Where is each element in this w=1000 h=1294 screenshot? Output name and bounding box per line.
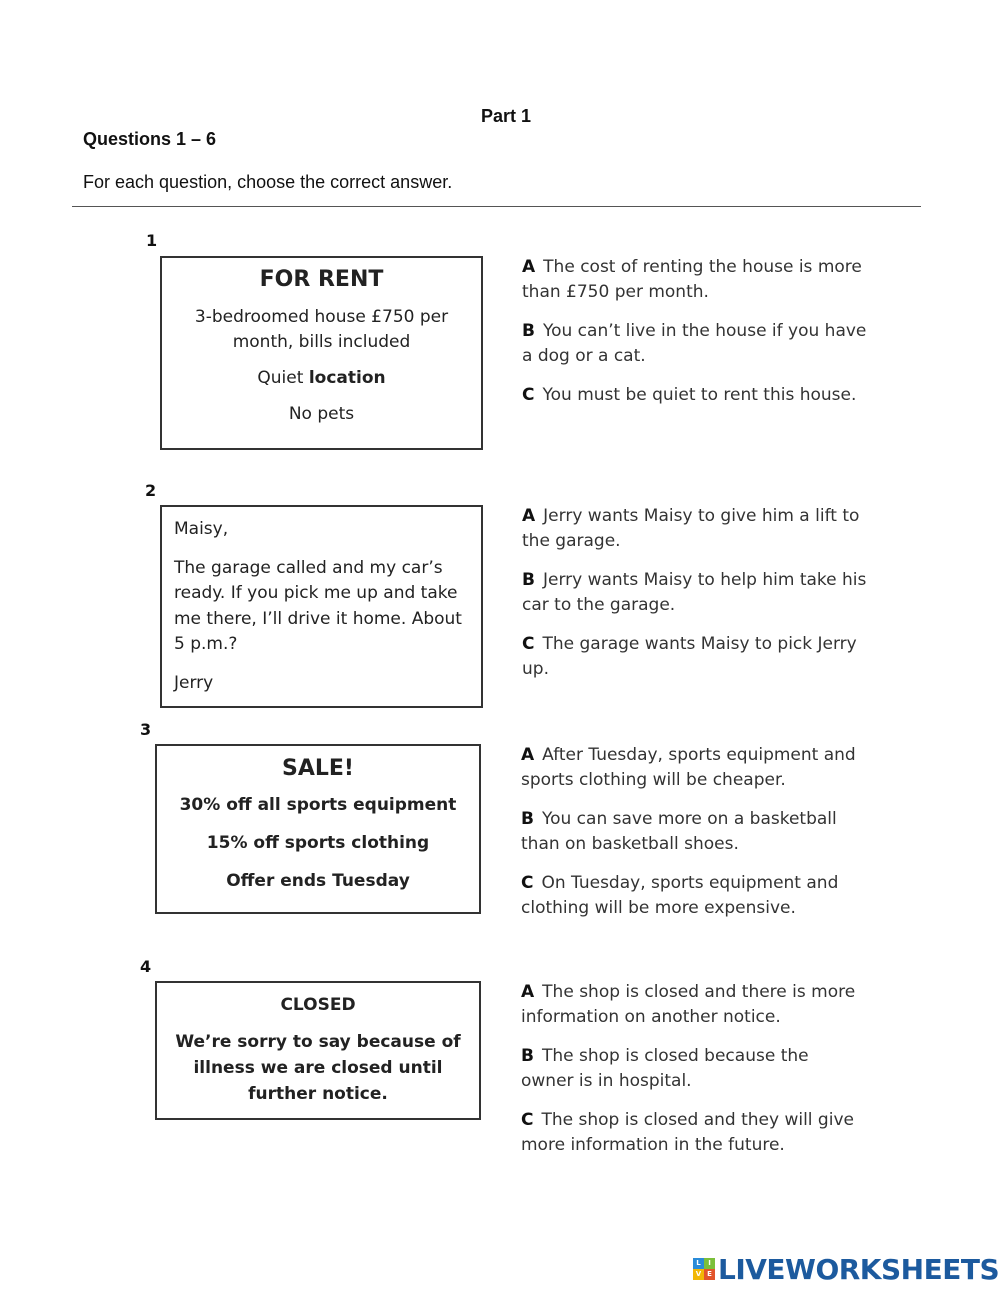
notice-line	[162, 368, 481, 388]
option-letter: C	[521, 1110, 534, 1130]
option-c[interactable]	[521, 871, 866, 921]
logo-mark-cell: L	[693, 1258, 704, 1269]
option-letter: A	[522, 506, 536, 526]
notice-line: No pets	[288, 404, 355, 424]
option-text: The shop is closed and there is more information on another notice.	[521, 982, 856, 1027]
options-list	[522, 255, 867, 422]
logo-mark-cell: E	[704, 1269, 715, 1280]
option-text: The garage wants Maisy to pick Jerry up.	[522, 634, 857, 679]
notice-title: SALE!	[282, 756, 354, 781]
option-letter: A	[522, 257, 536, 277]
option-text: You can save more on a basketball than on basketball shoes.	[521, 809, 837, 854]
options-list	[522, 504, 867, 696]
notice-text: Quiet	[257, 368, 309, 388]
notice-closed	[155, 981, 481, 1120]
note-signature: Jerry	[174, 672, 214, 693]
option-letter: B	[522, 321, 535, 341]
notice-line: 15% off sports clothing	[206, 833, 430, 853]
option-letter: C	[522, 634, 535, 654]
option-b[interactable]	[521, 807, 866, 857]
questions-range: Questions 1 – 6	[83, 129, 217, 149]
option-text: The shop is closed and they will give more information in the future.	[521, 1110, 854, 1155]
notice-title: FOR RENT	[259, 267, 384, 292]
logo-mark-icon	[693, 1258, 715, 1280]
note-greeting: Maisy,	[174, 519, 229, 539]
notice-body: We’re sorry to say because of illness we are closed until further notice.	[175, 1032, 461, 1104]
option-c[interactable]	[522, 383, 867, 408]
notice-title: CLOSED	[280, 995, 356, 1015]
instruction-text: For each question, choose the correct answer.	[83, 172, 453, 192]
option-text: You must be quiet to rent this house.	[542, 385, 857, 405]
notice-line: 30% off all sports equipment	[179, 795, 457, 815]
option-b[interactable]	[522, 319, 867, 369]
options-list	[521, 980, 866, 1172]
question-number: 4	[140, 957, 152, 976]
option-a[interactable]	[522, 255, 867, 305]
notice-line: Offer ends Tuesday	[226, 871, 410, 891]
option-c[interactable]	[522, 632, 867, 682]
option-b[interactable]	[521, 1044, 866, 1094]
notice-bold-text: location	[308, 368, 386, 388]
notice-for-rent	[160, 256, 483, 450]
options-list	[521, 743, 866, 935]
option-b[interactable]	[522, 568, 867, 618]
logo-mark-cell: V	[693, 1269, 704, 1280]
notice-note	[160, 505, 483, 708]
option-text: The shop is closed because the owner is in hospital.	[521, 1046, 809, 1091]
option-letter: B	[522, 570, 535, 590]
option-a[interactable]	[522, 504, 867, 554]
option-letter: B	[521, 809, 534, 829]
option-text: After Tuesday, sports equipment and sports clothing will be cheaper.	[521, 745, 856, 790]
note-body: The garage called and my car’s ready. If you pick me up and take me there, I’ll drive it home. About 5 p.m.?	[174, 557, 462, 654]
question-number: 1	[146, 231, 158, 250]
option-letter: A	[521, 745, 535, 765]
part-title: Part 1	[480, 106, 532, 126]
option-text: The cost of renting the house is more than £750 per month.	[522, 257, 862, 302]
logo-mark-cell: I	[704, 1258, 715, 1269]
question-number: 2	[145, 481, 157, 500]
option-text: Jerry wants Maisy to give him a lift to the garage.	[522, 506, 860, 551]
option-letter: B	[521, 1046, 534, 1066]
option-text: On Tuesday, sports equipment and clothing will be more expensive.	[521, 873, 839, 918]
option-letter: C	[521, 873, 534, 893]
option-letter: A	[521, 982, 535, 1002]
option-a[interactable]	[521, 743, 866, 793]
option-text: Jerry wants Maisy to help him take his car to the garage.	[522, 570, 867, 615]
header-divider	[72, 206, 921, 207]
option-letter: C	[522, 385, 535, 405]
question-number: 3	[140, 720, 152, 739]
liveworksheets-logo[interactable]	[693, 1253, 999, 1285]
option-c[interactable]	[521, 1108, 866, 1158]
option-text: You can’t live in the house if you have a dog or a cat.	[522, 321, 867, 366]
notice-sale	[155, 744, 481, 914]
option-a[interactable]	[521, 980, 866, 1030]
logo-text: LIVEWORKSHEETS	[718, 1252, 1000, 1286]
notice-line: 3-bedroomed house £750 per month, bills included	[194, 307, 449, 352]
